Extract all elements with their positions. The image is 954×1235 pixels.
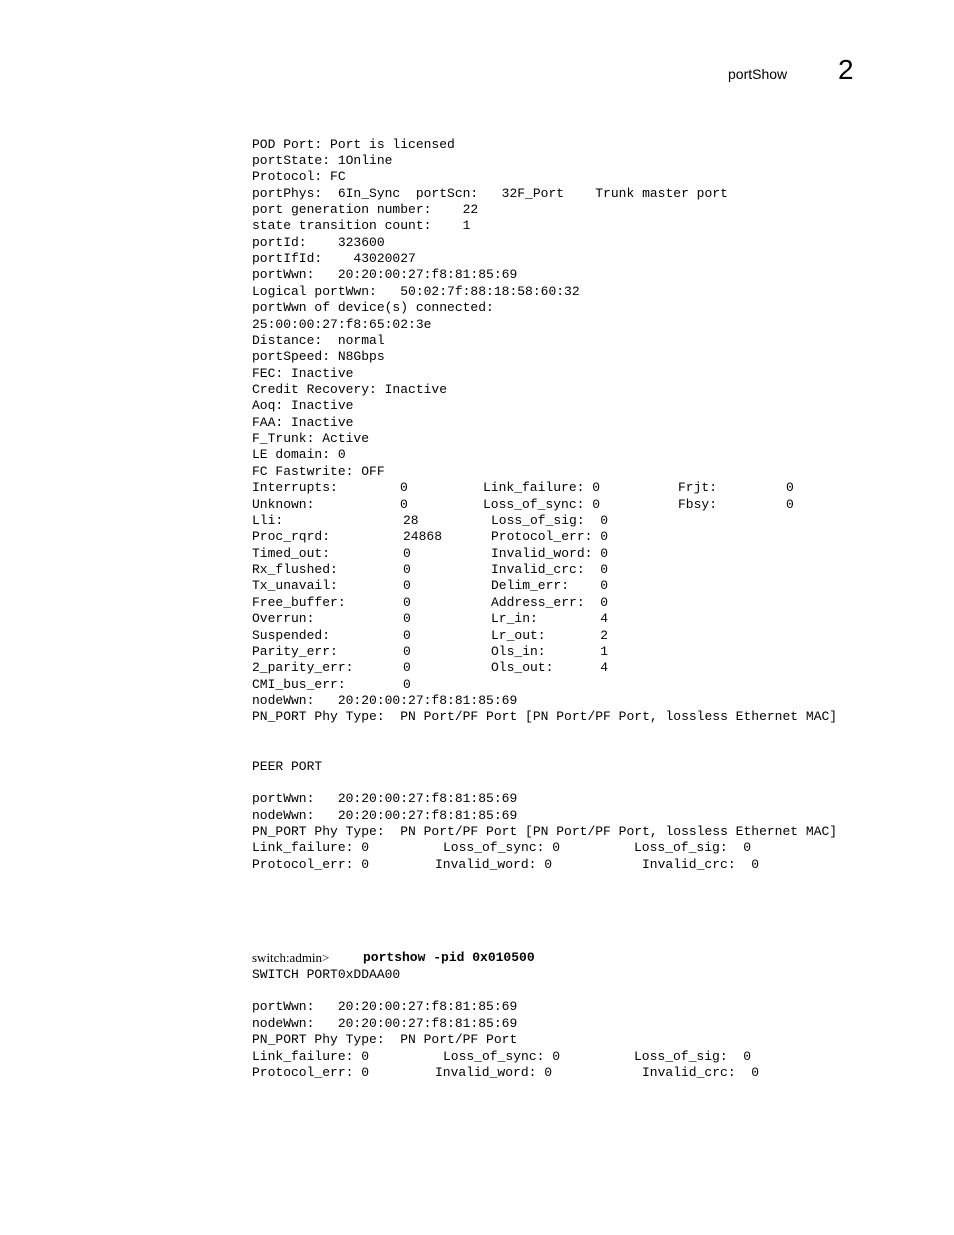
protocol-err-stat: Protocol_err: 0 xyxy=(252,1065,370,1080)
port-detail-line: portWwn of device(s) connected: xyxy=(252,300,494,315)
counter-value: 0 xyxy=(403,644,411,659)
link-failure-stat: Link_failure: 0 xyxy=(252,1049,370,1064)
switch-port-line: SWITCH PORT0xDDAA00 xyxy=(252,967,401,982)
counter-label: CMI_bus_err: xyxy=(252,677,346,692)
port-detail-line: portWwn: 20:20:00:27:f8:81:85:69 xyxy=(252,267,518,282)
counter-label: Timed_out: xyxy=(252,546,331,561)
counter-label: Overrun: xyxy=(252,611,315,626)
counter-value: 0 xyxy=(403,628,411,643)
port-detail-line: F_Trunk: Active xyxy=(252,431,370,446)
peer-port-heading: PEER PORT xyxy=(252,759,323,774)
port-detail-line: portIfId: 43020027 xyxy=(252,251,416,266)
counter-row xyxy=(252,627,609,644)
port-detail-line: 25:00:00:27:f8:65:02:3e xyxy=(252,317,432,332)
counter-label: Interrupts: xyxy=(252,480,338,495)
port-detail-line: LE domain: 0 xyxy=(252,447,346,462)
counter-value: 0 xyxy=(403,546,411,561)
example-proto-row xyxy=(252,1064,760,1081)
counter-row xyxy=(252,528,609,545)
protocol-err-stat: Protocol_err: 0 xyxy=(252,857,370,872)
counter-row xyxy=(252,643,609,660)
counter-value: 0 xyxy=(786,497,794,512)
counter-label: Lr_out: 2 xyxy=(491,628,609,643)
command-line xyxy=(252,949,535,966)
counter-row xyxy=(252,659,609,676)
loss-of-sync-stat: Loss_of_sync: 0 xyxy=(443,1049,561,1064)
port-detail-line: Logical portWwn: 50:02:7f:88:18:58:60:32 xyxy=(252,284,580,299)
counter-label: Free_buffer: xyxy=(252,595,346,610)
counter-value: 0 xyxy=(786,480,794,495)
example-line: nodeWwn: 20:20:00:27:f8:81:85:69 xyxy=(252,1016,518,1031)
node-info-line: nodeWwn: 20:20:00:27:f8:81:85:69 xyxy=(252,693,518,708)
counter-value: 28 xyxy=(403,513,419,528)
chapter-number: 2 xyxy=(838,54,854,85)
example-line: portWwn: 20:20:00:27:f8:81:85:69 xyxy=(252,999,518,1014)
running-header-title: portShow xyxy=(728,66,788,82)
port-detail-line: port generation number: 22 xyxy=(252,202,479,217)
counter-value: 0 xyxy=(403,562,411,577)
loss-of-sig-stat: Loss_of_sig: 0 xyxy=(634,840,752,855)
port-detail-line: state transition count: 1 xyxy=(252,218,471,233)
invalid-crc-stat: Invalid_crc: 0 xyxy=(642,1065,760,1080)
command-text: portshow -pid 0x010500 xyxy=(363,950,535,965)
shell-prompt: switch:admin> xyxy=(252,950,333,965)
counter-label: Suspended: xyxy=(252,628,331,643)
counter-row xyxy=(252,479,794,496)
peer-port-line: nodeWwn: 20:20:00:27:f8:81:85:69 xyxy=(252,808,518,823)
loss-of-sync-stat: Loss_of_sync: 0 xyxy=(443,840,561,855)
counter-value: 0 xyxy=(400,497,408,512)
peer-port-link-row xyxy=(252,839,752,856)
counter-value: 0 xyxy=(403,595,411,610)
counter-label: Loss_of_sig: 0 xyxy=(491,513,609,528)
port-detail-line: Distance: normal xyxy=(252,333,385,348)
counter-label: Frjt: xyxy=(678,480,718,495)
counter-label: Fbsy: xyxy=(678,497,718,512)
counter-value: 0 xyxy=(403,677,411,692)
counter-label: Invalid_word: 0 xyxy=(491,546,609,561)
counter-label: Address_err: 0 xyxy=(491,595,609,610)
invalid-word-stat: Invalid_word: 0 xyxy=(435,857,553,872)
counter-label: Ols_in: 1 xyxy=(491,644,609,659)
counter-label: Unknown: xyxy=(252,497,315,512)
counter-row xyxy=(252,610,609,627)
invalid-word-stat: Invalid_word: 0 xyxy=(435,1065,553,1080)
peer-port-proto-row xyxy=(252,856,760,873)
port-detail-line: portId: 323600 xyxy=(252,235,385,250)
port-detail-line: POD Port: Port is licensed xyxy=(252,137,455,152)
loss-of-sig-stat: Loss_of_sig: 0 xyxy=(634,1049,752,1064)
counter-label: Proc_rqrd: xyxy=(252,529,331,544)
port-detail-line: FC Fastwrite: OFF xyxy=(252,464,385,479)
port-detail-line: Credit Recovery: Inactive xyxy=(252,382,448,397)
port-detail-line: portState: 1Online xyxy=(252,153,393,168)
example-link-row xyxy=(252,1048,752,1065)
counter-label: Parity_err: xyxy=(252,644,338,659)
peer-port-line: PN_PORT Phy Type: PN Port/PF Port [PN Port/PF Port, lossless Ethernet MAC] xyxy=(252,824,838,839)
counter-value: 24868 xyxy=(403,529,443,544)
port-detail-line: Aoq: Inactive xyxy=(252,398,354,413)
port-detail-line: portSpeed: N8Gbps xyxy=(252,349,385,364)
counter-row xyxy=(252,545,609,562)
port-detail-line: FAA: Inactive xyxy=(252,415,354,430)
counter-row xyxy=(252,676,411,693)
counter-label: Tx_unavail: xyxy=(252,578,338,593)
counter-value: 0 xyxy=(403,578,411,593)
counter-row xyxy=(252,496,794,513)
counter-label: Link_failure: 0 xyxy=(483,480,601,495)
counter-row xyxy=(252,594,609,611)
counter-label: 2_parity_err: xyxy=(252,660,354,675)
counter-value: 0 xyxy=(403,611,411,626)
counter-label: Delim_err: 0 xyxy=(491,578,609,593)
counter-label: Loss_of_sync: 0 xyxy=(483,497,601,512)
invalid-crc-stat: Invalid_crc: 0 xyxy=(642,857,760,872)
port-detail-line: Protocol: FC xyxy=(252,169,346,184)
counter-label: Rx_flushed: xyxy=(252,562,338,577)
counter-label: Ols_out: 4 xyxy=(491,660,609,675)
peer-port-line: portWwn: 20:20:00:27:f8:81:85:69 xyxy=(252,791,518,806)
counter-label: Invalid_crc: 0 xyxy=(491,562,609,577)
port-detail-line: FEC: Inactive xyxy=(252,366,354,381)
port-detail-line: portPhys: 6In_Sync portScn: 32F_Port Trunk master port xyxy=(252,186,728,201)
counter-label: Lr_in: 4 xyxy=(491,611,609,626)
counter-value: 0 xyxy=(400,480,408,495)
counter-row xyxy=(252,577,609,594)
counter-value: 0 xyxy=(403,660,411,675)
node-info-line: PN_PORT Phy Type: PN Port/PF Port [PN Port/PF Port, lossless Ethernet MAC] xyxy=(252,709,838,724)
counter-label: Lli: xyxy=(252,513,284,528)
counter-row xyxy=(252,561,609,578)
counter-row xyxy=(252,512,609,529)
link-failure-stat: Link_failure: 0 xyxy=(252,840,370,855)
example-line: PN_PORT Phy Type: PN Port/PF Port xyxy=(252,1032,518,1047)
counter-label: Protocol_err: 0 xyxy=(491,529,609,544)
